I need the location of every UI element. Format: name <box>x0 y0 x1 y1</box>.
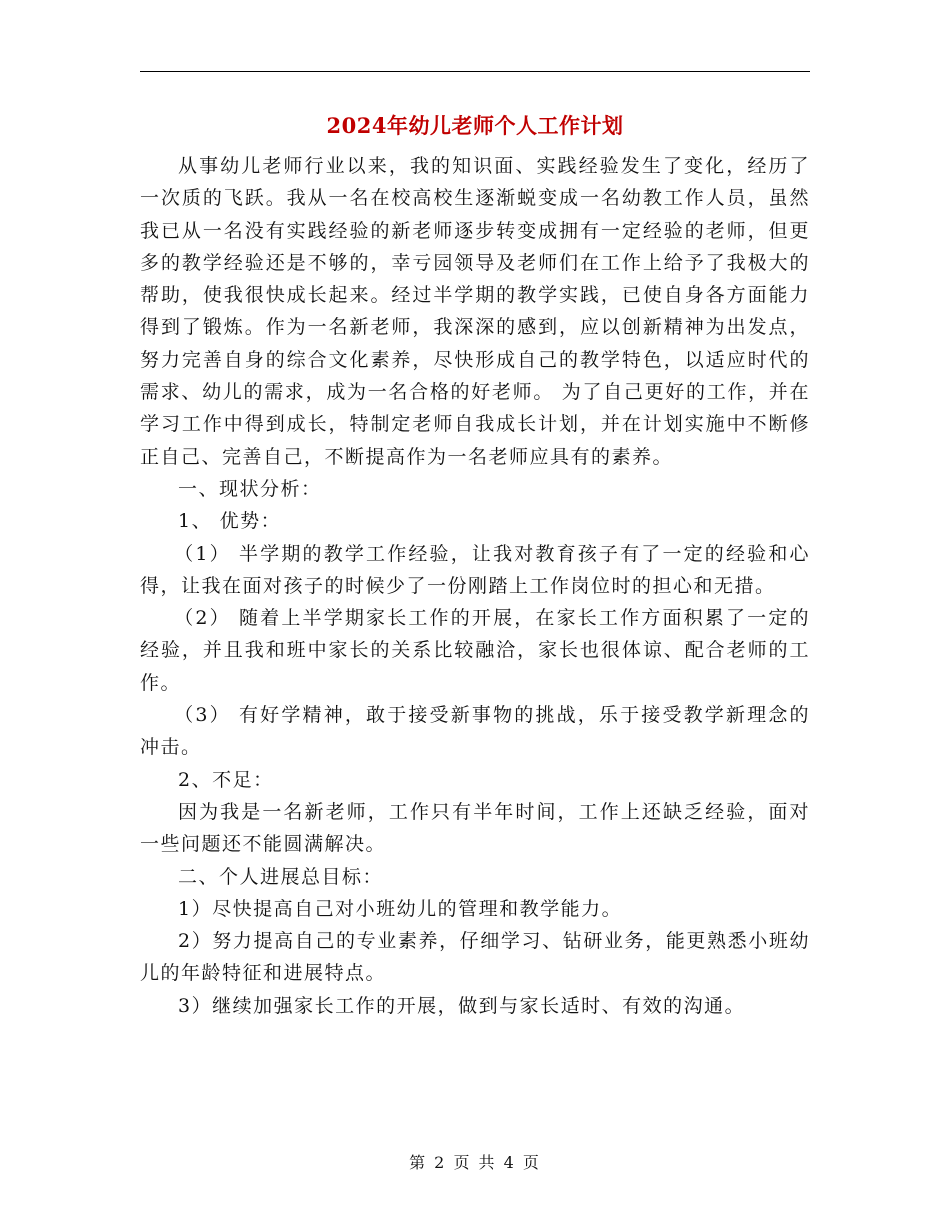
page-number-footer: 第 2 页 共 4 页 <box>409 1153 541 1172</box>
section-heading-goals: 二、个人进展总目标： <box>178 865 384 888</box>
strength-item-1: （1） 半学期的教学工作经验，让我对教育孩子有了一定的经验和心得，让我在面对孩子的时候少了一份刚踏上工作岗位时的担心和无措。 <box>140 542 810 597</box>
goal-item-1: 1）尽快提高自己对小班幼儿的管理和教学能力。 <box>178 897 623 920</box>
section-heading-status: 一、现状分析： <box>178 477 322 500</box>
subheading-strengths: 1、 优势： <box>178 510 282 533</box>
weakness-paragraph: 因为我是一名新老师，工作只有半年时间，工作上还缺乏经验，面对一些问题还不能圆满解决。 <box>140 800 810 856</box>
intro-paragraph: 从事幼儿老师行业以来，我的知识面、实践经验发生了变化，经历了一次质的飞跃。我从一名在校高校生逐渐蜕变成一名幼教工作人员，虽然我已从一名没有实践经验的新老师逐步转变成拥有一定经验的老师，但更多的教学经验还是不够的，幸亏园领导及老师们在工作上给予了我极大的帮助，使我很快成长起来。经过半学期的教学实践，已使自身各方面能力得到了锻炼。作为一名新老师，我深深的感到，应以创新精神为出发点，努力完善自身的综合文化素养，尽快形成自己的教学特色，以适应时代的需求、幼儿的需求，成为一名合格的好老师。 为了自己更好的工作，并在学习工作中得到成长，特制定老师自我成长计划，并在计划实施中不断修正自己、完善自己，不断提高作为一名老师应具有的素养。 <box>140 155 810 468</box>
goal-item-3: 3）继续加强家长工作的开展，做到与家长适时、有效的沟通。 <box>178 994 746 1017</box>
strength-item-2: （2） 随着上半学期家长工作的开展，在家长工作方面积累了一定的经验，并且我和班中家长的关系比较融洽，家长也很体谅、配合老师的工作。 <box>140 607 810 694</box>
document-body <box>140 150 810 1022</box>
subheading-weaknesses: 2、不足： <box>178 768 274 791</box>
strength-item-3: （3） 有好学精神，敢于接受新事物的挑战，乐于接受教学新理念的冲击。 <box>140 704 810 759</box>
goal-item-2: 2）努力提高自己的专业素养，仔细学习、钻研业务，能更熟悉小班幼儿的年龄特征和进展特点。 <box>140 930 810 985</box>
header-rule <box>140 71 810 72</box>
document-title: 2024年幼儿老师个人工作计划 <box>326 113 624 138</box>
